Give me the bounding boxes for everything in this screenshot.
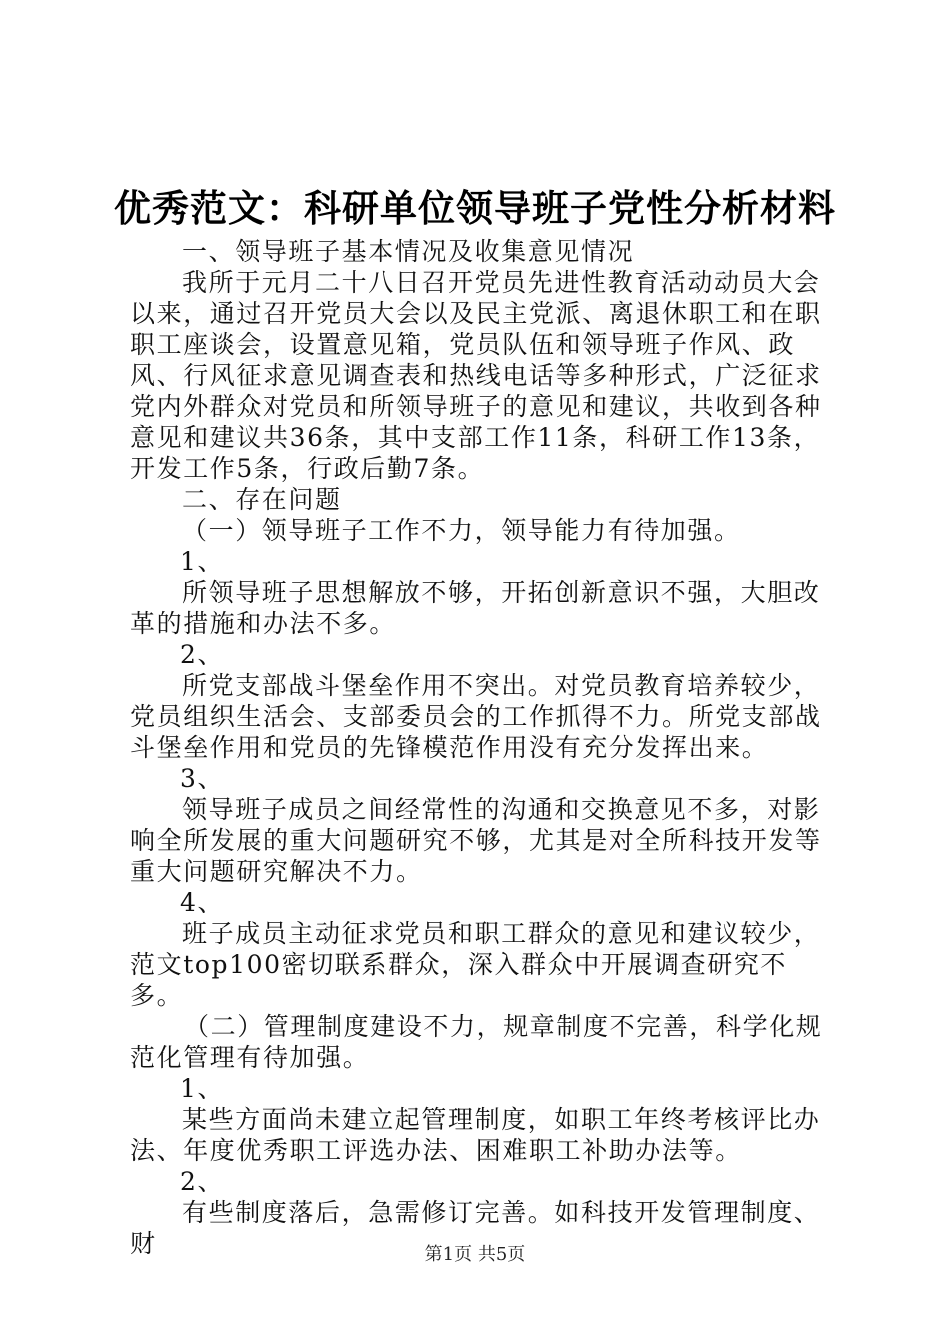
document-body bbox=[130, 236, 830, 1259]
list-item-text: 所领导班子思想解放不够，开拓创新意识不强，大胆改革的措施和办法不多。 bbox=[130, 578, 821, 638]
list-item-text: 有些制度落后，急需修订完善。如科技开发管理制度、财 bbox=[130, 1198, 821, 1258]
list-number: 1、 bbox=[180, 1074, 225, 1103]
list-item-text: 班子成员主动征求党员和职工群众的意见和建议较少，范文top100密切联系群众，深入群众中开展调查研究不多。 bbox=[130, 919, 821, 1010]
page-footer: 第1页 共5页 bbox=[424, 1244, 526, 1265]
list-number: 2、 bbox=[180, 1167, 225, 1196]
subsection-heading-2: （二）管理制度建设不力，规章制度不完善，科学化规范化管理有待加强。 bbox=[130, 1012, 823, 1072]
subsection-heading-1: （一）领导班子工作不力，领导能力有待加强。 bbox=[182, 516, 741, 545]
list-number: 1、 bbox=[180, 547, 225, 576]
list-item-text: 所党支部战斗堡垒作用不突出。对党员教育培养较少，党员组织生活会、支部委员会的工作抓得不力。所党支部战斗堡垒作用和党员的先锋模范作用没有充分发挥出来。 bbox=[130, 671, 822, 762]
document-title: 优秀范文：科研单位领导班子党性分析材料 bbox=[114, 186, 836, 230]
list-item-text: 某些方面尚未建立起管理制度，如职工年终考核评比办法、年度优秀职工评选办法、困难职工补助办法等。 bbox=[130, 1105, 821, 1165]
list-item-text: 领导班子成员之间经常性的沟通和交换意见不多，对影响全所发展的重大问题研究不够，尤其是对全所科技开发等重大问题研究解决不力。 bbox=[130, 795, 822, 886]
list-number: 3、 bbox=[180, 764, 225, 793]
list-number: 2、 bbox=[180, 640, 225, 669]
section-heading-1: 一、领导班子基本情况及收集意见情况 bbox=[182, 237, 635, 266]
section-heading-2: 二、存在问题 bbox=[182, 485, 342, 514]
list-number: 4、 bbox=[180, 888, 225, 917]
paragraph-intro: 我所于元月二十八日召开党员先进性教育活动动员大会以来，通过召开党员大会以及民主党派、离退休职工和在职职工座谈会，设置意见箱，党员队伍和领导班子作风、政风、行风征求意见调查表和热线电话等多种形式，广泛征求党内外群众对党员和所领导班子的意见和建议，共收到各种意见和建议共36条，其中支部工作11条，科研工作13条，开发工作5条，行政后勤7条。 bbox=[130, 268, 822, 483]
